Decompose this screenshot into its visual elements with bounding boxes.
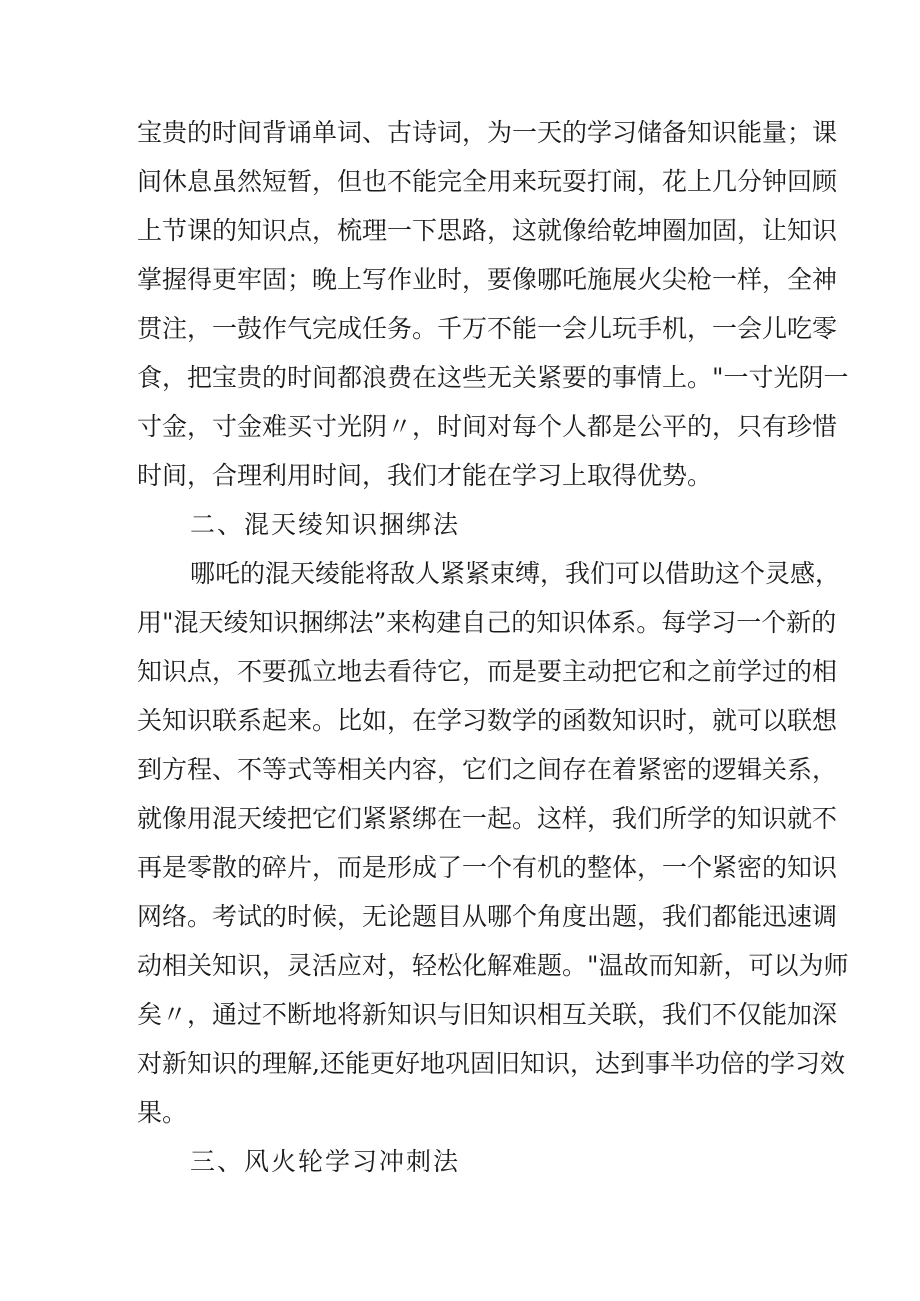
paragraph-line: 食，把宝贵的时间都浪费在这些无关紧要的事情上。"一寸光阴一 [137, 363, 849, 392]
paragraph-line: 矣〃，通过不断地将新知识与旧知识相互关联，我们不仅能加深 [137, 1000, 838, 1029]
paragraph-line: 网络。考试的时候，无论题目从哪个角度出题，我们都能迅速调 [137, 902, 838, 931]
paragraph-line: 贯注，一鼓作气完成任务。千万不能一会儿玩手机，一会儿吃零 [137, 314, 838, 343]
paragraph-line: 动相关知识，灵活应对，轻松化解难题。"温故而知新，可以为师 [137, 951, 849, 980]
section-heading: 三、风火轮学习冲刺法 [190, 1147, 461, 1176]
paragraph-line: 掌握得更牢固；晚上写作业时，要像哪吒施展火尖枪一样，全神 [137, 265, 838, 294]
paragraph-line: 间休息虽然短暂，但也不能完全用来玩耍打闹，花上几分钟回顾 [137, 167, 838, 196]
paragraph-line: 用"混天绫知识捆绑法”来构建自己的知识体系。每学习一个新的 [137, 608, 837, 637]
paragraph-line: 就像用混天绫把它们紧紧绑在一起。这样，我们所学的知识就不 [137, 804, 838, 833]
paragraph-line: 再是零散的碎片，而是形成了一个有机的整体，一个紧密的知识 [137, 853, 838, 882]
paragraph-line: 对新知识的理解,还能更好地巩固旧知识，达到事半功倍的学习效 [137, 1049, 845, 1078]
paragraph-line: 知识点，不要孤立地去看待它，而是要主动把它和之前学过的相 [137, 657, 838, 686]
paragraph-line: 寸金，寸金难买寸光阴〃，时间对每个人都是公平的，只有珍惜 [137, 412, 838, 441]
paragraph-line: 果。 [137, 1098, 188, 1127]
paragraph-line: 到方程、不等式等相关内容，它们之间存在着紧密的逻辑关系， [137, 755, 838, 784]
section-heading: 二、混天绫知识捆绑法 [190, 510, 461, 539]
paragraph-line: 时间，合理利用时间，我们才能在学习上取得优势。 [137, 461, 713, 490]
paragraph-line: 哪吒的混天绫能将敌人紧紧束缚，我们可以借助这个灵感， [190, 559, 841, 588]
paragraph-line: 关知识联系起来。比如，在学习数学的函数知识时，就可以联想 [137, 706, 838, 735]
paragraph-line: 上节课的知识点，梳理一下思路，这就像给乾坤圈加固，让知识 [137, 216, 838, 245]
paragraph-line: 宝贵的时间背诵单词、古诗词，为一天的学习储备知识能量；课 [137, 118, 838, 147]
